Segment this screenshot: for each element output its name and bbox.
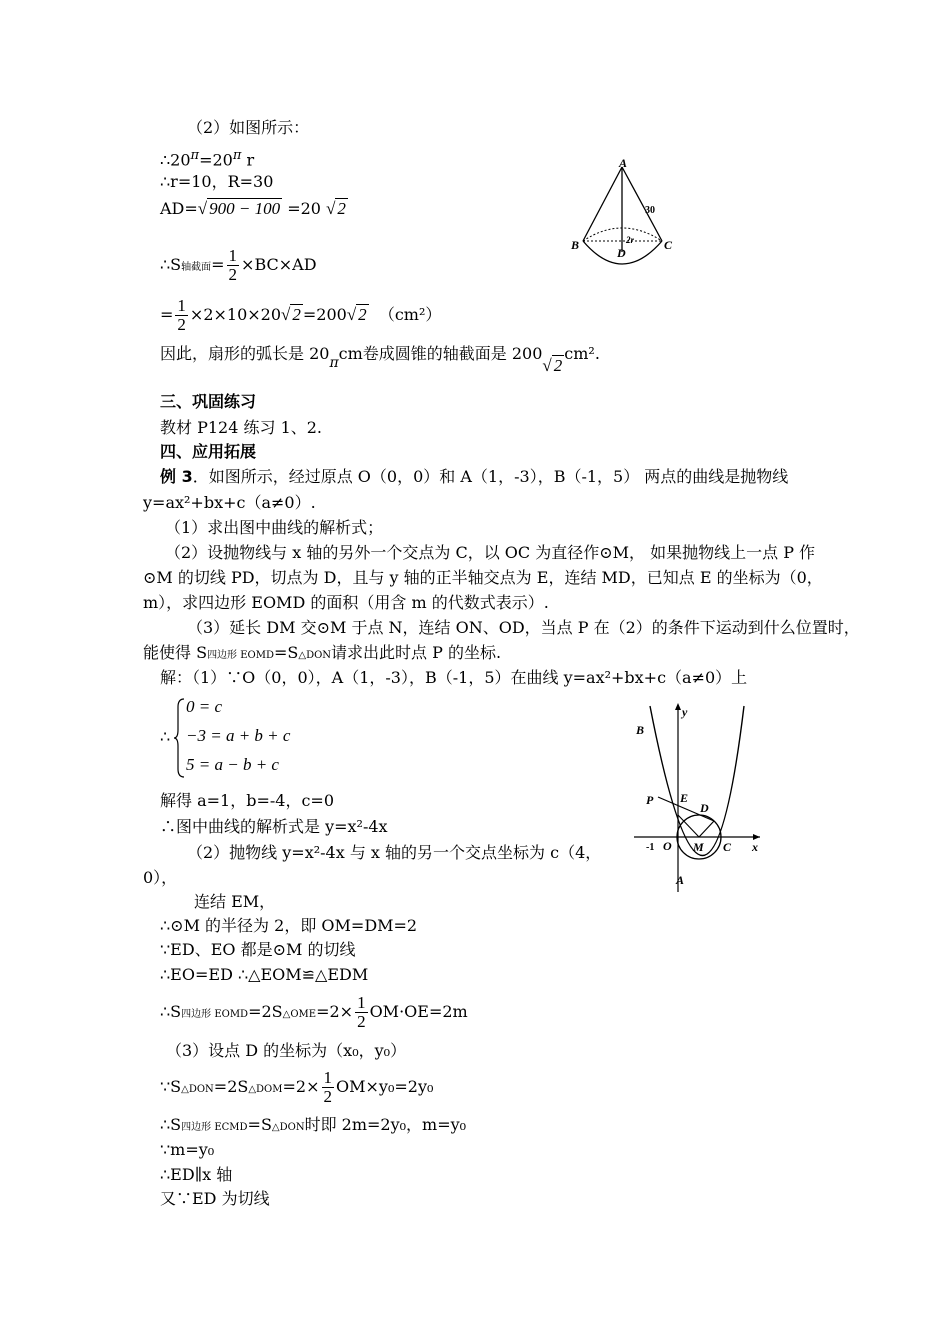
line-m-equals: ∵m=y₀ bbox=[160, 1140, 215, 1159]
line-example-equation: y=ax²+bx+c（a≠0）. bbox=[143, 493, 316, 512]
line-radius: ∴r=10，R=30 bbox=[160, 172, 274, 191]
cone-label-b: B bbox=[571, 238, 580, 252]
line-congruent: ∴EO=ED ∴△EOM≌△EDM bbox=[160, 965, 369, 984]
section-heading-4: 四、应用拓展 bbox=[160, 442, 257, 461]
label-o: O bbox=[663, 839, 672, 853]
line-area-eomd: ∴S四边形 EOMD=2S△OME=2× $\frac{1}{2}$ OM·OE=2m bbox=[160, 993, 468, 1031]
parabola-figure bbox=[632, 700, 767, 895]
label-p: P bbox=[646, 793, 654, 807]
line-tangent-ed: 又∵ED 为切线 bbox=[160, 1189, 270, 1208]
line-equation: $\therefore 20^\pi=20^\pi$ r bbox=[160, 148, 255, 170]
line-tangents: ∵ED、EO 都是⊙M 的切线 bbox=[160, 940, 356, 959]
cone-figure bbox=[565, 155, 680, 265]
label-c: C bbox=[723, 840, 732, 854]
line-question-2a: （2）设抛物线与 x 轴的另外一个交点为 C，以 OC 为直径作⊙M， 如果抛物线上一点 P 作 bbox=[165, 543, 816, 562]
line-solution-2a: （2）抛物线 y=x²-4x 与 x 轴的另一个交点坐标为 c（4， bbox=[187, 843, 602, 862]
line-subheading: （2）如图所示： bbox=[187, 118, 310, 137]
label-neg1: -1 bbox=[646, 842, 655, 853]
line-area-formula: ∴S轴截面= $\frac{1}{2}$ ×BC×AD bbox=[160, 246, 317, 284]
label-e: E bbox=[680, 791, 689, 805]
fraction: $\frac{1}{2}$ bbox=[323, 1068, 332, 1106]
line-connect-em: 连结 EM， bbox=[194, 892, 276, 911]
line-radius-m: ∴⊙M 的半径为 2，即 OM=DM=2 bbox=[160, 916, 418, 935]
line-area-don: ∵S△DON=2S△DOM=2× $\frac{1}{2}$ OM×y₀=2y₀ bbox=[160, 1068, 434, 1106]
line-exercise: 教材 P124 练习 1、2. bbox=[160, 418, 323, 437]
line-conclusion: 因此，扇形的弧长是 20πcm卷成圆锥的轴截面是 200√ 2cm². bbox=[160, 344, 600, 375]
line-equal-areas: ∴S四边形 ECMD=S△DON时即 2m=2y₀，m=y₀ bbox=[160, 1115, 467, 1134]
label-y: y bbox=[682, 705, 688, 719]
parabola-curve bbox=[650, 706, 744, 856]
cone-label-radius: 2r bbox=[626, 235, 635, 245]
cone-label-slant: 30 bbox=[645, 205, 655, 216]
line-solve-result: 解得 a=1，b=-4，c=0 bbox=[160, 791, 334, 810]
fraction: $\frac{1}{2}$ bbox=[228, 246, 238, 284]
line-example-title: 例 3．如图所示，经过原点 O（0，0）和 A（1，-3），B（-1，5） 两点的曲线是抛物线 bbox=[160, 467, 789, 486]
line-curve-equation: ∴图中曲线的解析式是 y=x²-4x bbox=[160, 817, 388, 836]
line-question-1: （1）求出图中曲线的解析式； bbox=[165, 518, 384, 537]
line-parallel: ∴ED∥x 轴 bbox=[160, 1165, 233, 1184]
label-m: M bbox=[693, 840, 704, 854]
line-solution-1: 解：（1）∵O（0，0），A（1，-3），B（-1，5）在曲线 y=ax²+bx+c（a≠0）上 bbox=[160, 668, 748, 687]
line-solution-3: （3）设点 D 的坐标为（x₀，y₀） bbox=[166, 1041, 407, 1060]
line-question-2b: ⊙M 的切线 PD，切点为 D，且与 y 轴的正半轴交点为 E，连结 MD，已知点 E 的坐标为（0， bbox=[143, 568, 823, 587]
label-b: B bbox=[636, 723, 645, 737]
line-ad: AD=√ 900 − 100 =20 √ 2 bbox=[160, 199, 346, 218]
label-x: x bbox=[752, 840, 758, 854]
cone-label-d: D bbox=[617, 246, 626, 260]
cone-label-a: A bbox=[619, 156, 628, 170]
line-question-2c: m），求四边形 EOMD 的面积（用含 m 的代数式表示）. bbox=[143, 593, 549, 612]
line-question-3a: （3）延长 DM 交⊙M 于点 N，连结 ON、OD，当点 P 在（2）的条件下运动到什么位置时， bbox=[187, 618, 860, 637]
label-d: D bbox=[700, 801, 709, 815]
fraction: $\frac{1}{2}$ bbox=[357, 993, 366, 1031]
brace-icon bbox=[174, 697, 186, 779]
fraction: $\frac{1}{2}$ bbox=[177, 296, 186, 334]
equation-system: ∴ 0 = c −3 = a + b + c 5 = a − b + c bbox=[160, 697, 360, 779]
line-area-value: = $\frac{1}{2}$ ×2×10×20√ 2 =200√ 2 （cm²） bbox=[160, 296, 442, 334]
line-solution-2b: 0）， bbox=[143, 868, 178, 887]
line-question-3b: 能使得 S四边形 EOMD=S△DON请求出此时点 P 的坐标. bbox=[143, 643, 502, 662]
cone-label-c: C bbox=[664, 238, 673, 252]
label-a: A bbox=[676, 873, 685, 887]
section-heading-3: 三、巩固练习 bbox=[160, 392, 257, 411]
